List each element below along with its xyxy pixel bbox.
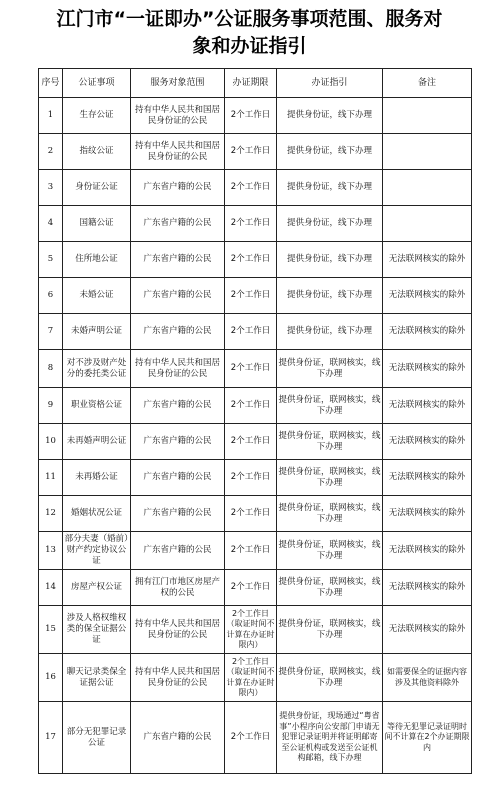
- table-row: [39, 134, 472, 170]
- table-row: [39, 388, 472, 424]
- row-no: 12: [39, 496, 63, 532]
- row-no: 15: [39, 606, 63, 654]
- row-period: 2个工作日: [225, 570, 277, 606]
- row-period: 2个工作日（取证时间不计算在办证时限内）: [225, 654, 277, 702]
- row-guide: 提供身份证，线下办理: [277, 278, 383, 314]
- row-guide: 提供身份证，线下办理: [277, 206, 383, 242]
- row-note: 无法联网核实的除外: [383, 570, 472, 606]
- row-scope: 持有中华人民共和国居民身份证的公民: [131, 134, 225, 170]
- row-note: 无法联网核实的除外: [383, 388, 472, 424]
- row-item: 部分无犯罪记录公证: [63, 702, 131, 774]
- row-period: 2个工作日: [225, 206, 277, 242]
- services-table: [38, 68, 472, 774]
- row-period: 2个工作日: [225, 532, 277, 570]
- row-scope: 持有中华人民共和国居民身份证的公民: [131, 654, 225, 702]
- row-guide: 提供身份证，联网核实，线下办理: [277, 532, 383, 570]
- row-guide: 提供身份证，联网核实，线下办理: [277, 460, 383, 496]
- row-scope: 持有中华人民共和国居民身份证的公民: [131, 350, 225, 388]
- row-guide: 提供身份证，联网核实，线下办理: [277, 606, 383, 654]
- title-line-2: 象和办证指引: [192, 35, 307, 57]
- row-no: 10: [39, 424, 63, 460]
- table-row: [39, 702, 472, 774]
- table-row: [39, 460, 472, 496]
- table-row: [39, 654, 472, 702]
- table-row: [39, 170, 472, 206]
- table-row: [39, 496, 472, 532]
- table-row: [39, 278, 472, 314]
- row-note: 如需要保全的证据内容涉及其他资料除外: [383, 654, 472, 702]
- row-note: [383, 170, 472, 206]
- row-scope: 拥有江门市地区房屋产权的公民: [131, 570, 225, 606]
- row-guide: 提供身份证，联网核实，线下办理: [277, 424, 383, 460]
- row-scope: 持有中华人民共和国居民身份证的公民: [131, 606, 225, 654]
- table-row: [39, 532, 472, 570]
- row-period: 2个工作日: [225, 242, 277, 278]
- header-no: 序号: [39, 69, 63, 98]
- row-no: 2: [39, 134, 63, 170]
- row-item: 对不涉及财产处分的委托类公证: [63, 350, 131, 388]
- row-guide: 提供身份证，线下办理: [277, 242, 383, 278]
- table-row: [39, 570, 472, 606]
- row-item: 部分夫妻（婚前）财产约定协议公证: [63, 532, 131, 570]
- row-note: 无法联网核实的除外: [383, 460, 472, 496]
- row-note: [383, 134, 472, 170]
- header-guide: 办证指引: [277, 69, 383, 98]
- row-no: 16: [39, 654, 63, 702]
- row-item: 未婚公证: [63, 278, 131, 314]
- row-period: 2个工作日: [225, 278, 277, 314]
- row-note: 无法联网核实的除外: [383, 314, 472, 350]
- row-no: 5: [39, 242, 63, 278]
- row-period: 2个工作日: [225, 134, 277, 170]
- row-scope: 广东省户籍的公民: [131, 460, 225, 496]
- row-guide: 提供身份证，联网核实，线下办理: [277, 654, 383, 702]
- row-scope: 广东省户籍的公民: [131, 278, 225, 314]
- row-guide: 提供身份证，线下办理: [277, 134, 383, 170]
- row-guide: 提供身份证，联网核实，线下办理: [277, 350, 383, 388]
- row-no: 7: [39, 314, 63, 350]
- row-item: 婚姻状况公证: [63, 496, 131, 532]
- table-row: [39, 206, 472, 242]
- row-scope: 广东省户籍的公民: [131, 314, 225, 350]
- row-period: 2个工作日: [225, 496, 277, 532]
- row-guide: 提供身份证，联网核实，线下办理: [277, 496, 383, 532]
- row-guide: 提供身份证，联网核实，线下办理: [277, 570, 383, 606]
- header-period: 办证期限: [225, 69, 277, 98]
- header-item: 公证事项: [63, 69, 131, 98]
- row-item: 生存公证: [63, 98, 131, 134]
- row-guide: 提供身份证，线下办理: [277, 170, 383, 206]
- row-no: 1: [39, 98, 63, 134]
- row-note: 无法联网核实的除外: [383, 424, 472, 460]
- row-no: 14: [39, 570, 63, 606]
- page-title: [0, 6, 499, 60]
- row-note: 无法联网核实的除外: [383, 242, 472, 278]
- row-period: 2个工作日: [225, 170, 277, 206]
- row-scope: 广东省户籍的公民: [131, 532, 225, 570]
- row-scope: 广东省户籍的公民: [131, 206, 225, 242]
- row-guide: 提供身份证，线下办理: [277, 98, 383, 134]
- row-no: 11: [39, 460, 63, 496]
- row-note: 无法联网核实的除外: [383, 278, 472, 314]
- row-no: 6: [39, 278, 63, 314]
- row-period: 2个工作日（取证时间不计算在办证时限内）: [225, 606, 277, 654]
- row-period: 2个工作日: [225, 98, 277, 134]
- row-item: 未再婚声明公证: [63, 424, 131, 460]
- row-item: 住所地公证: [63, 242, 131, 278]
- header-row: [39, 69, 472, 98]
- row-item: 未婚声明公证: [63, 314, 131, 350]
- row-note: [383, 206, 472, 242]
- table-row: [39, 424, 472, 460]
- row-no: 17: [39, 702, 63, 774]
- row-item: 职业资格公证: [63, 388, 131, 424]
- row-no: 3: [39, 170, 63, 206]
- row-note: [383, 98, 472, 134]
- table-row: [39, 98, 472, 134]
- row-note: 无法联网核实的除外: [383, 532, 472, 570]
- row-period: 2个工作日: [225, 314, 277, 350]
- row-scope: 广东省户籍的公民: [131, 388, 225, 424]
- row-no: 13: [39, 532, 63, 570]
- row-period: 2个工作日: [225, 702, 277, 774]
- row-scope: 广东省户籍的公民: [131, 496, 225, 532]
- row-item: 国籍公证: [63, 206, 131, 242]
- title-line-1: 江门市“一证即办”公证服务事项范围、服务对: [56, 8, 443, 30]
- row-no: 4: [39, 206, 63, 242]
- row-guide: 提供身份证，现场通过“粤省事”小程序向公安部门申请无犯罪记录证明并将证明邮寄至公证机构或发送至公证机构邮箱，线下办理: [277, 702, 383, 774]
- row-item: 未再婚公证: [63, 460, 131, 496]
- row-period: 2个工作日: [225, 350, 277, 388]
- row-guide: 提供身份证，联网核实，线下办理: [277, 388, 383, 424]
- row-scope: 持有中华人民共和国居民身份证的公民: [131, 98, 225, 134]
- row-note: 无法联网核实的除外: [383, 350, 472, 388]
- row-scope: 广东省户籍的公民: [131, 170, 225, 206]
- table-row: [39, 606, 472, 654]
- row-period: 2个工作日: [225, 424, 277, 460]
- row-no: 9: [39, 388, 63, 424]
- table-row: [39, 242, 472, 278]
- row-note: 无法联网核实的除外: [383, 606, 472, 654]
- row-note: 等待无犯罪记录证明时间不计算在2个办证期限内: [383, 702, 472, 774]
- row-item: 房屋产权公证: [63, 570, 131, 606]
- row-item: 聊天记录类保全证据公证: [63, 654, 131, 702]
- header-note: 备注: [383, 69, 472, 98]
- row-item: 指纹公证: [63, 134, 131, 170]
- table-row: [39, 314, 472, 350]
- row-item: 身份证公证: [63, 170, 131, 206]
- row-scope: 广东省户籍的公民: [131, 424, 225, 460]
- row-period: 2个工作日: [225, 388, 277, 424]
- header-scope: 服务对象范围: [131, 69, 225, 98]
- table-row: [39, 350, 472, 388]
- row-period: 2个工作日: [225, 460, 277, 496]
- row-item: 涉及人格权维权类的保全证据公证: [63, 606, 131, 654]
- row-no: 8: [39, 350, 63, 388]
- row-note: 无法联网核实的除外: [383, 496, 472, 532]
- row-guide: 提供身份证，线下办理: [277, 314, 383, 350]
- row-scope: 广东省户籍的公民: [131, 702, 225, 774]
- row-scope: 广东省户籍的公民: [131, 242, 225, 278]
